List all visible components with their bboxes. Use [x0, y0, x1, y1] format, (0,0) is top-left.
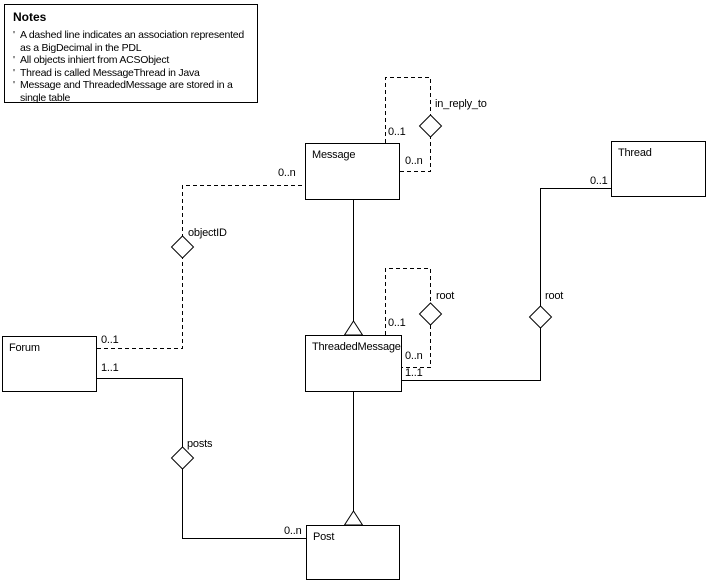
note-bullet: ': [13, 54, 15, 66]
note-text: A dashed line indicates an association represented as a BigDecimal in the PDL: [20, 29, 244, 54]
class-name-threaded-message: ThreadedMessage: [312, 341, 401, 353]
note-item: [13, 79, 254, 104]
class-name-forum: Forum: [9, 342, 40, 354]
note-bullet: ': [13, 79, 15, 91]
class-box-thread: [611, 141, 706, 197]
class-box-message: [305, 143, 400, 200]
diamond-icon-in-reply-to: [420, 115, 442, 137]
diamond-icon-posts: [172, 447, 194, 469]
association-label-posts: posts: [187, 438, 213, 450]
association-label-object-id: objectID: [188, 227, 227, 239]
multiplicity-thread-root-thread: 0..1: [590, 175, 608, 187]
class-box-forum: [2, 336, 97, 392]
association-line-posts: [97, 379, 306, 539]
notes-box: [4, 4, 258, 103]
multiplicity-object-id-message: 0..n: [278, 167, 296, 179]
diamond-icon-thread-root: [530, 306, 552, 328]
note-text: Message and ThreadedMessage are stored in a single table: [20, 79, 233, 104]
multiplicity-threaded-message-root-target: 0..n: [405, 350, 423, 362]
note-bullet: ': [13, 66, 15, 79]
association-label-thread-root: root: [545, 290, 564, 302]
class-name-thread: Thread: [618, 147, 652, 159]
association-label-in-reply-to: in_reply_to: [435, 98, 487, 110]
note-item: [13, 29, 254, 54]
class-box-post: [306, 525, 400, 580]
association-line-thread-root: [402, 189, 611, 381]
note-text: All objects inhiert from ACSObject: [20, 54, 170, 66]
multiplicity-object-id-forum: 0..1: [101, 334, 119, 346]
note-bullet: ': [13, 29, 15, 41]
association-label-threaded-message-root: root: [436, 290, 455, 302]
inheritance-triangle-icon: [345, 321, 363, 335]
class-box-threaded-message: [305, 335, 402, 392]
multiplicity-posts-post: 0..n: [284, 525, 302, 537]
association-line-object-id: [97, 186, 305, 349]
multiplicity-threaded-message-root-source: 0..1: [388, 317, 406, 329]
inheritance-triangle-icon: [345, 511, 363, 525]
note-item: [13, 54, 254, 67]
note-item: [13, 67, 254, 80]
multiplicity-in-reply-to-source: 0..1: [388, 126, 406, 138]
multiplicity-posts-forum: 1..1: [101, 362, 119, 374]
multiplicity-in-reply-to-target: 0..n: [405, 155, 423, 167]
multiplicity-thread-root-threaded-message: 1..1: [405, 367, 423, 379]
diamond-icon-object-id: [172, 236, 194, 258]
notes-title: Notes: [13, 10, 47, 24]
note-text: Thread is called MessageThread in Java: [20, 66, 200, 79]
class-name-post: Post: [313, 531, 335, 543]
class-name-message: Message: [312, 149, 356, 161]
diamond-icon-threaded-message-root: [420, 303, 442, 325]
